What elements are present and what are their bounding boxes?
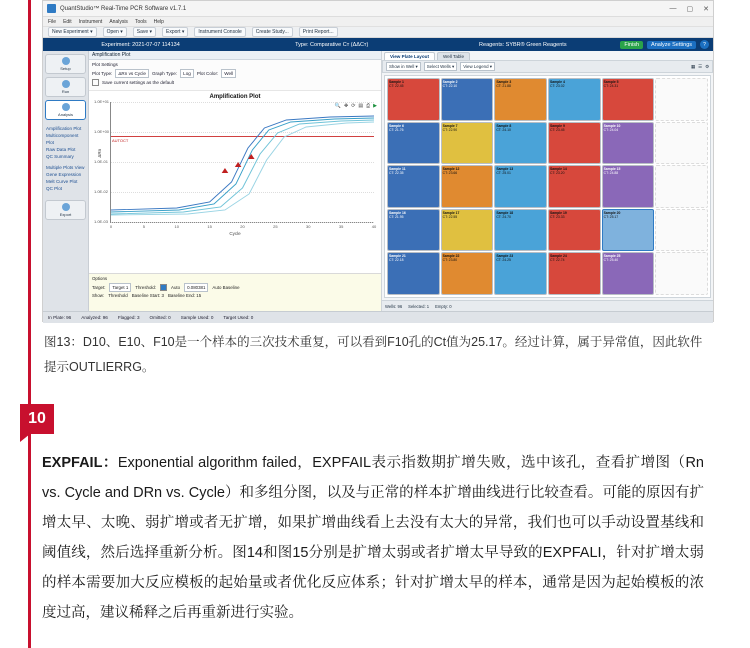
well-sample: Sample 17 (442, 210, 460, 215)
chart-title: Amplification Plot (209, 93, 261, 100)
sidebar-link-raw-data-plot[interactable]: Raw Data Plot (46, 147, 76, 152)
x-tick-1: 5 (142, 223, 145, 229)
table-row[interactable] (387, 165, 440, 208)
threshold-input[interactable]: 0.080381 (184, 283, 208, 292)
tab-view-plate-layout[interactable]: View Plate Layout (384, 52, 435, 60)
save-button[interactable]: Save ▾ (133, 27, 156, 37)
figure-caption: 图13：D10、E10、F10是一个样本的三次技术重复，可以看到F10孔的Ct值为25.17。经过计算，属于异常值，因此软件提示OUTLIERRG。 (44, 335, 703, 374)
table-row[interactable] (387, 78, 440, 121)
sidebar-link-gene-expression[interactable]: Gene Expression (46, 172, 82, 177)
well-sample: Sample 6 (389, 123, 404, 128)
window-title: QuantStudio™ Real-Time PCR Software v1.7.1 (60, 5, 187, 12)
y-tick-4: 1.0E-03 (94, 218, 109, 224)
open-button[interactable]: Open ▾ (103, 27, 127, 37)
new-experiment-button[interactable]: New Experiment ▾ (48, 27, 97, 37)
plot-settings[interactable] (89, 60, 381, 91)
amplification-chart (89, 91, 381, 274)
well-ct: CT: 21.88 (496, 84, 511, 88)
well-sample: Sample 22 (442, 254, 460, 259)
status-flagged: Flagged: 3 (117, 315, 140, 320)
wells-count: Wells: 96 (385, 303, 403, 309)
x-tick-2: 10 (174, 223, 179, 229)
well-sample: Sample 19 (550, 210, 567, 215)
table-row[interactable] (387, 209, 440, 252)
well-ct: CT: 22.45 (389, 84, 404, 88)
analyze-settings-button[interactable]: Analyze Settings (647, 41, 696, 49)
sidebar-link-qc-summary[interactable]: QC Summary (46, 154, 74, 159)
well-sample: Sample 4 (550, 80, 565, 84)
sidebar-item-analysis-label: Analysis (58, 112, 73, 117)
export-icon (62, 203, 70, 211)
table-row[interactable] (602, 209, 655, 252)
well-ct: CT: 22.55 (442, 214, 458, 219)
sidebar-links[interactable] (45, 123, 86, 194)
plot-color-select[interactable]: Well (221, 69, 236, 78)
status-omitted: Omitted: 0 (149, 315, 171, 320)
table-row[interactable] (602, 122, 655, 165)
table-row[interactable] (602, 78, 655, 121)
section-number-badge: 10 (20, 404, 54, 434)
well-ct: CT: 23.33 (550, 214, 565, 219)
selected-count: Selected: 1 (408, 303, 430, 309)
threshold-field-label: Threshold: (135, 284, 157, 290)
y-axis-label: ΔRn (97, 148, 102, 158)
well-sample: Sample 20 (603, 210, 621, 215)
section-term: EXPFAIL： (42, 455, 118, 471)
x-tick-8: 40 (371, 223, 377, 229)
table-row[interactable] (602, 252, 655, 295)
show-in-well-select[interactable]: Show in Well ▾ (386, 62, 421, 71)
plot-settings-title-row (92, 62, 378, 67)
table-row[interactable] (494, 165, 547, 208)
table-row[interactable] (441, 209, 494, 252)
sidebar-item-setup[interactable] (45, 54, 86, 74)
options-title: Options (92, 276, 108, 281)
default-settings-checkbox[interactable] (92, 79, 99, 86)
y-tick-1: 1.0E+00 (94, 128, 110, 134)
well-ct: CT: 23.80 (442, 258, 458, 263)
list-view-icon[interactable]: ☰ (698, 63, 703, 69)
experiment-reagents: Reagents: SYBR® Green Reagents (479, 41, 567, 48)
well-sample: Sample 5 (603, 80, 619, 84)
status-in-plate: In Plate: 96 (48, 315, 72, 320)
play-icon[interactable]: ▶ (373, 102, 377, 109)
tab-well-table[interactable]: Well Table (437, 52, 470, 60)
table-row[interactable] (387, 122, 440, 165)
sidebar-item-setup-label: Setup (60, 66, 71, 71)
sidebar-item-analysis[interactable] (45, 100, 86, 120)
main-toolbar[interactable] (43, 27, 713, 38)
well-sample: Sample 21 (389, 254, 406, 259)
save-chart-icon[interactable]: ▤ (358, 102, 364, 109)
table-row[interactable] (655, 165, 708, 208)
target-label: Target: (92, 284, 106, 290)
export-button[interactable]: Export ▾ (162, 27, 188, 37)
well-sample: Sample 13 (496, 167, 514, 172)
run-icon (62, 80, 70, 88)
plate-footer (382, 300, 713, 311)
plate-tabs[interactable] (382, 51, 713, 60)
well-sample: Sample 1 (389, 80, 404, 84)
graph-type-label: Graph Type: (151, 70, 178, 76)
table-row[interactable] (441, 252, 494, 295)
plate-pane (382, 51, 713, 311)
table-row[interactable] (655, 122, 708, 165)
show-baseline-start-item[interactable]: Baseline Start: 3 (131, 293, 164, 298)
well-sample: Sample 9 (550, 123, 565, 128)
plate-grid[interactable] (384, 75, 711, 298)
menu-help[interactable]: Help (153, 18, 164, 25)
table-row[interactable] (494, 78, 547, 121)
settings-icon[interactable]: ⚙ (705, 63, 709, 69)
well-ct: CT: 22.35 (389, 171, 404, 176)
chart-plot-area (94, 98, 377, 229)
experiment-name: Experiment: 2021-07-07 114134 (101, 41, 180, 48)
well-sample: Sample 3 (496, 80, 512, 84)
well-ct: CT: 22.18 (389, 258, 404, 263)
table-row[interactable] (494, 122, 547, 165)
experiment-type: Type: Comparative Cт (ΔΔCт) (295, 41, 369, 48)
menu-instrument[interactable]: Instrument (78, 18, 103, 25)
well-ct: CT: 25.01 (496, 171, 511, 176)
show-threshold-item[interactable]: Threshold (108, 293, 128, 298)
x-tick-0: 0 (109, 223, 113, 229)
well-sample: Sample 16 (389, 210, 406, 215)
print-report-button[interactable]: Print Report... (299, 27, 338, 37)
table-row[interactable] (655, 78, 708, 121)
sidebar-item-export[interactable] (45, 200, 86, 220)
well-ct: CT: 24.25 (496, 258, 511, 263)
table-row[interactable] (548, 209, 601, 252)
window-titlebar (43, 1, 713, 17)
table-row[interactable] (441, 122, 494, 165)
zoom-in-icon[interactable]: 🔍 (334, 102, 341, 109)
well-sample: Sample 8 (496, 123, 512, 128)
sidebar-link-melt-curve-plot[interactable]: Melt Curve Plot (46, 179, 78, 184)
well-sample: Sample 12 (442, 167, 460, 172)
window-controls[interactable] (670, 5, 710, 13)
table-row[interactable] (548, 252, 601, 295)
well-ct: CT: 23.45 (550, 127, 565, 132)
plot-settings-label: Plot Settings (92, 62, 118, 67)
pane-title: Amplification Plot (89, 51, 381, 60)
sidebar-link-multiple-plots-view[interactable]: Multiple Plots View (46, 165, 85, 170)
menu-file[interactable]: File (48, 18, 57, 25)
auto-threshold-label: Auto (171, 284, 181, 290)
default-settings-label: Save current settings as the default (102, 80, 175, 85)
show-baseline-end-item[interactable]: Baseline End: 15 (167, 293, 202, 298)
select-wells-select[interactable]: Select Wells ▾ (424, 62, 458, 71)
plot-color-label: Plot Color: (196, 70, 219, 76)
instrument-console-button[interactable]: Instrument Console (194, 27, 245, 37)
empty-count: Empty: 0 (435, 303, 452, 309)
finish-button[interactable]: Finish (620, 41, 643, 49)
sidebar-item-export-label: Export (59, 212, 72, 217)
well-ct: CT: 22.74 (550, 258, 565, 263)
well-sample: Sample 10 (603, 123, 621, 128)
setup-icon (62, 57, 70, 65)
well-sample: Sample 2 (442, 80, 458, 84)
well-sample: Sample 24 (550, 254, 567, 259)
pan-icon[interactable]: ✥ (343, 102, 349, 109)
well-ct: CT: 25.17 (603, 214, 619, 219)
well-ct: CT: 22.10 (442, 84, 458, 88)
well-sample: Sample 11 (389, 167, 406, 172)
well-ct: CT: 23.02 (550, 84, 565, 88)
view-legend-button[interactable]: View Legend ▾ (460, 62, 495, 71)
plate-toolbar[interactable] (382, 60, 713, 73)
maximize-icon[interactable]: ▢ (686, 5, 694, 13)
graph-type-select[interactable]: Log (180, 69, 194, 78)
well-sample: Sample 14 (550, 167, 567, 172)
well-sample: Sample 23 (496, 254, 514, 259)
status-target-used: Target Used: 0 (223, 315, 254, 320)
grid-view-icon[interactable]: ▦ (690, 63, 696, 69)
well-ct: CT: 21.95 (389, 214, 404, 219)
well-ct: CT: 25.40 (603, 258, 619, 263)
help-icon[interactable]: ? (700, 40, 709, 49)
table-row[interactable] (548, 165, 601, 208)
amplification-curves (111, 102, 374, 222)
status-analyzed: Analyzed: 96 (81, 315, 108, 320)
menu-tools[interactable]: Tools (134, 18, 147, 25)
table-row[interactable] (655, 209, 708, 252)
target-select[interactable]: Target 1 (109, 283, 131, 292)
table-row[interactable] (548, 122, 601, 165)
plot-options-panel[interactable] (89, 273, 381, 311)
analysis-icon (62, 103, 70, 111)
y-tick-3: 1.0E-02 (94, 188, 109, 194)
table-row[interactable] (655, 252, 708, 295)
app-logo-icon (47, 4, 56, 13)
experiment-bar (43, 38, 713, 51)
table-row[interactable] (548, 78, 601, 121)
create-study-button[interactable]: Create Study... (252, 27, 293, 37)
x-tick-3: 15 (207, 223, 212, 229)
well-sample: Sample 18 (496, 210, 514, 215)
well-ct: CT: 22.90 (442, 127, 458, 132)
auto-baseline-label: Auto Baseline (212, 284, 240, 290)
threshold-label: AUTOCT (112, 137, 129, 143)
x-axis-label: Cycle (229, 230, 241, 236)
well-ct: CT: 24.04 (603, 127, 619, 132)
close-icon[interactable]: ✕ (703, 5, 709, 13)
amplification-plot-pane (89, 51, 382, 311)
minimize-icon[interactable]: — (669, 5, 677, 12)
table-row[interactable] (602, 165, 655, 208)
sidebar-item-run[interactable] (45, 77, 86, 97)
section-body: Exponential algorithm failed，EXPFAIL表示指数期扩增失败，选中该孔，查看扩增图（Rn vs. Cycle and DRn vs. Cycle）和多组分图，以及与正常的样本扩增曲线进行比较查看。可能的原因有扩增太早、太晚、弱扩增或者无扩增，如果扩增曲线看上去没有太大的异常，我们也可以手动设置基线和阈值线，然后选择重新分析。图14和图15分别是扩增太弱或者扩增太早导致的EXPFALI，针对扩增太弱的样本需要加大反应模板的起始量或者优化反应体系；针对扩增太早的样本，通常是因为起始模板的浓度过高，建议稀释之后再重新进行实验。 (42, 455, 704, 621)
x-tick-4: 20 (240, 223, 245, 229)
well-ct: CT: 24.10 (496, 127, 511, 132)
sidebar-item-run-label: Run (61, 89, 70, 94)
reset-icon[interactable]: ⟳ (351, 102, 356, 109)
well-ct: CT: 23.20 (550, 171, 565, 176)
y-tick-2: 1.0E-01 (94, 158, 109, 164)
show-label: Show: (92, 293, 105, 298)
well-sample: Sample 25 (603, 254, 621, 259)
x-tick-6: 30 (306, 223, 311, 229)
menu-edit[interactable]: Edit (63, 18, 72, 25)
table-row[interactable] (441, 165, 494, 208)
plot-type-label: Plot Type: (92, 70, 113, 76)
sidebar (43, 51, 89, 311)
well-sample: Sample 15 (603, 167, 621, 172)
well-ct: CT: 23.66 (442, 171, 458, 176)
menu-analysis[interactable]: Analysis (109, 18, 128, 25)
left-accent-rail (28, 0, 31, 648)
well-ct: CT: 21.76 (389, 127, 404, 132)
print-chart-icon[interactable]: ⎙ (366, 102, 371, 109)
menu-bar[interactable] (43, 17, 713, 27)
status-sample-used: Sample Used: 0 (180, 315, 214, 320)
status-bar (43, 311, 713, 323)
software-screenshot (42, 0, 714, 322)
sidebar-link-qc-plot[interactable]: QC Plot (46, 186, 63, 191)
well-ct: CT: 24.88 (603, 171, 619, 176)
table-row[interactable] (494, 252, 547, 295)
plot-type-select[interactable]: ΔRn vs Cycle (115, 69, 149, 78)
auto-threshold-checkbox[interactable] (160, 284, 167, 291)
well-sample: Sample 7 (442, 123, 458, 128)
table-row[interactable] (387, 252, 440, 295)
sidebar-link-multicomponent-plot[interactable]: Multicomponent Plot (46, 133, 79, 145)
section-paragraph (42, 448, 704, 628)
well-ct: CT: 24.70 (496, 214, 511, 219)
x-tick-7: 35 (338, 223, 344, 229)
well-ct: CT: 24.31 (603, 84, 619, 88)
sidebar-link-amplification-plot[interactable]: Amplification Plot (46, 126, 82, 131)
table-row[interactable] (441, 78, 494, 121)
table-row[interactable] (494, 209, 547, 252)
y-tick-0: 1.0E+01 (94, 98, 110, 104)
x-tick-5: 25 (273, 223, 278, 229)
